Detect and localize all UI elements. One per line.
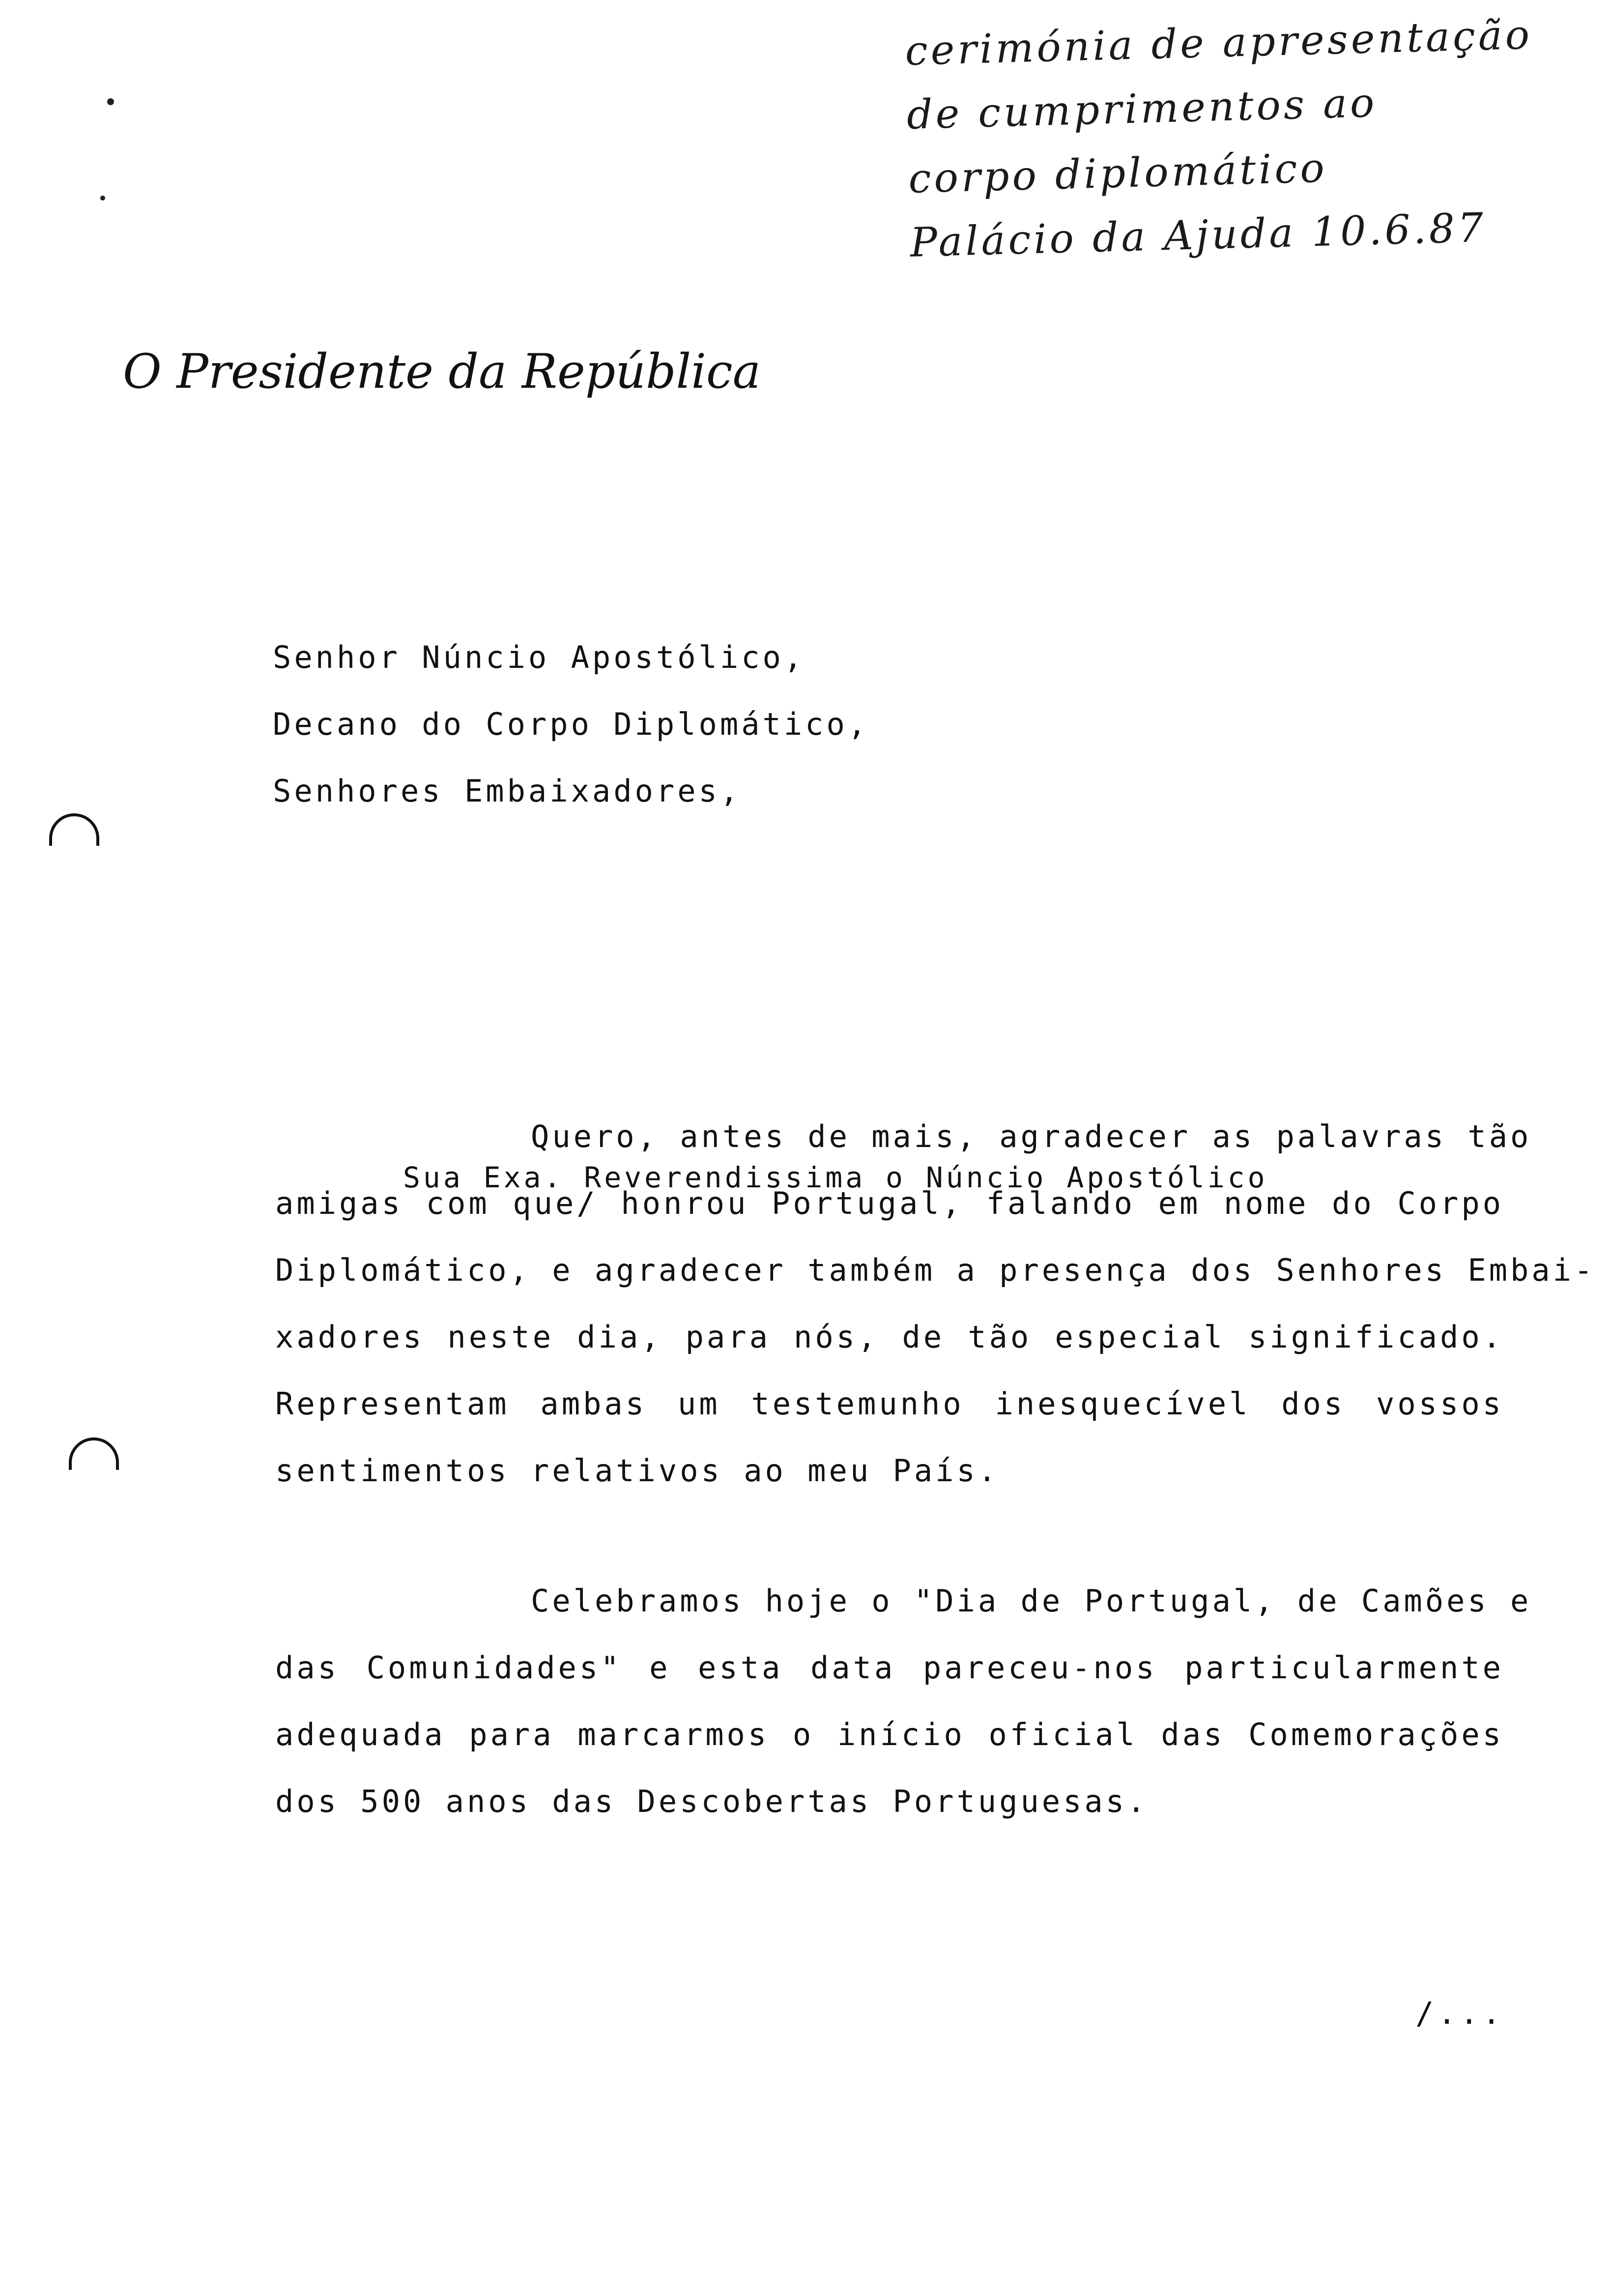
handwritten-line: cerimónia de apresentação [904,11,1533,75]
paragraph-line: Celebramos hoje o "Dia de Portugal, de Camões e [531,1583,1532,1619]
scan-speck [107,98,114,105]
salutation-line: Decano do Corpo Diplomático, [273,706,869,742]
paragraph-line: amigas com que/ honrou Portugal, falando em nome do Corpo [275,1185,1504,1221]
paragraph-line: sentimentos relativos ao meu País. [275,1453,1000,1489]
continuation-mark: /... [1415,1995,1505,2031]
letterhead: O Presidente da República [123,344,761,399]
paragraph-line: dos 500 anos das Descobertas Portuguesas. [275,1783,1149,1819]
scan-speck [100,196,105,201]
paragraph-2 [275,1568,1532,1835]
salutation-block [273,624,869,825]
paragraph-line: Quero, antes de mais, agradecer as palavras tão [531,1119,1532,1154]
hole-punch-mark [49,813,99,846]
hole-punch-mark [69,1437,119,1470]
paragraph-line: adequada para marcarmos o início oficial das Comemorações [275,1717,1504,1752]
paragraph-line: xadores neste dia, para nós, de tão especial significado. [275,1319,1504,1355]
salutation-line: Senhor Núncio Apostólico, [273,639,806,675]
handwritten-line: corpo diplomático [908,144,1328,202]
paragraph-1 [275,1103,1596,1504]
interlinear-insertion: Sua Exa. Reverendissima o Núncio Apostólico [403,1161,1268,1194]
salutation-line: Senhores Embaixadores, [273,773,742,809]
handwritten-line: Palácio da Ajuda 10.6.87 [909,204,1487,266]
paragraph-line: Diplomático, e agradecer também a presença dos Senhores Embai- [275,1252,1596,1288]
paragraph-line: das Comunidades" e esta data pareceu-nos particularmente [275,1650,1504,1686]
paragraph-line: Representam ambas um testemunho inesquecível dos vossos [275,1386,1504,1422]
handwritten-note [904,2,1589,275]
handwritten-line: de cumprimentos ao [906,79,1378,139]
